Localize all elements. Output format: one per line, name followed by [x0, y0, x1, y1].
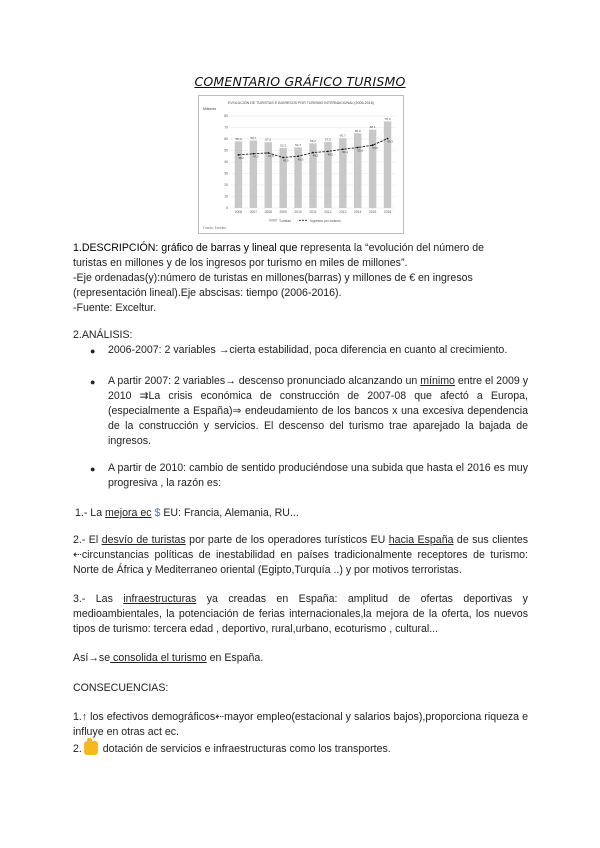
- analisis-bullet-3: A partir de 2010: cambio de sentido produciéndose una subida que hasta el 2016 es muy progresiva , la razón es:: [108, 462, 528, 489]
- bullet-icon: ●: [90, 464, 96, 474]
- chart-bar: [250, 140, 257, 208]
- descripcion-line: turistas en millones y de los ingresos por turismo en miles de millones”.: [73, 257, 408, 269]
- chart-y-tick: 60: [224, 137, 228, 142]
- chart-bar-label: 52,7: [295, 142, 302, 147]
- chart-line-label: 51,1: [342, 150, 349, 155]
- chart-figure: [198, 95, 404, 234]
- razon-1: 1.- La mejora ec $ EU: Francia, Alemania, RU...: [75, 507, 299, 519]
- bullet-icon: ●: [90, 377, 96, 387]
- chart-bar-label: 68,1: [369, 125, 376, 130]
- chart-bar-label: 57,2: [265, 137, 272, 142]
- chart-y-tick: 30: [224, 171, 228, 176]
- analisis-bullet-1: 2006-2007: 2 variables →cierta estabilidad, poca diferencia en cuanto al crecimiento.: [108, 344, 508, 356]
- chart-line-label: 52,6: [357, 148, 363, 153]
- chart-bars: [235, 121, 392, 208]
- chart-y-tick: 70: [224, 125, 228, 130]
- chart-line-label: 47,2: [253, 154, 259, 159]
- chart-line-label: 45,0: [297, 157, 304, 162]
- analisis-bullet-2: A partir 2007: 2 variables→ descenso pronunciado alcanzando un mínimo entre el 2009 y 2010 ⇉La crisis económica de construcción de 2007-08 que afectó a Europa, (especialmente a España)⇒ endeudamiento de los bancos x una excesiva dependencia de la construcción y servicios. El descenso del turismo trae aparejado la bajada de ingresos.: [108, 375, 528, 447]
- chart-y-label: Millones: [203, 107, 217, 111]
- page-title: COMENTARIO GRÁFICO TURISMO: [194, 74, 406, 89]
- chart-x-tick: 2010: [294, 210, 302, 214]
- chart-line-label: 48,2: [312, 153, 319, 158]
- razon-2: 2.- El desvío de turistas por parte de los operadores turísticos EU hacia España de sus clientes ⇠circunstancias políticas de inestabilidad en países tradicionalmente receptores de turismo: Norte de África y Mediterraneo oriental (Egipto,Turquía ..) y por motivos terroristas.: [73, 534, 529, 576]
- chart-y-tick: 10: [224, 194, 228, 199]
- mejora-ec-underlined: mejora ec: [105, 507, 152, 519]
- chart-line-label: 54,6: [372, 146, 378, 151]
- chart-bar: [384, 121, 391, 208]
- chart-x-tick: 2012: [324, 210, 332, 214]
- descripcion-eje-x: (representación lineal).Eje abscisas: tiempo (2006-2016).: [73, 287, 342, 299]
- chart-line-label: 60,3: [387, 139, 393, 144]
- chart-y-ticks: [224, 114, 228, 210]
- chart-x-tick: 2016: [383, 210, 392, 214]
- chart-bar: [354, 133, 361, 208]
- conclusion: Así→se consolida el turismo en España.: [73, 652, 264, 664]
- chart-x-tick: 2007: [249, 210, 258, 214]
- chart-bar: [235, 141, 242, 208]
- chart-x-tick: 2011: [309, 210, 317, 214]
- chart-x-tick: 2006: [234, 210, 243, 214]
- chart-bar-label: 56,2: [309, 138, 317, 143]
- descripcion-heading: 1.DESCRIPCIÓN: gráfico de barras y lineal que: [73, 242, 298, 254]
- minimo-underlined: mínimo: [420, 375, 455, 387]
- analisis-heading: 2.ANÁLISIS:: [73, 329, 133, 341]
- chart-line-label: 46,2: [238, 155, 244, 160]
- descripcion-text: representa la “evolución del número de: [297, 242, 485, 254]
- legend-bar-swatch: [269, 219, 277, 222]
- chart-heading: EVOLUCIÓN DE TURISTAS E INGRESOS POR TURISMO INTERNACIONAL (2006-2016): [228, 101, 374, 105]
- dollar-icon: $: [154, 507, 161, 519]
- chart-bar-label: 57,5: [324, 137, 331, 142]
- chart-line-label: 47,9: [268, 153, 274, 158]
- chart-svg: [199, 96, 403, 233]
- chart-bar-label: 75,3: [384, 116, 391, 121]
- chart-y-tick: 20: [224, 183, 228, 188]
- chart-x-tick: 2013: [339, 210, 347, 214]
- razon-3: 3.- Las infraestructuras ya creadas en España: amplitud de ofertas deportivas y medioambientales, la potenciación de ferias internacionales,la mejora de la oferta, los nuevos tipos de turismo: tercera edad , deportivo, rural,urbano, ecoturismo , cultural...: [73, 593, 528, 635]
- consecuencias-heading: CONSECUENCIAS:: [73, 682, 169, 694]
- chart-bar: [369, 130, 376, 208]
- chart-bar-label: 52,2: [280, 143, 287, 148]
- legend-line-label: Ingresos por turismo: [310, 219, 341, 223]
- descripcion-eje-y: -Eje ordenadas(y):número de turistas en millones(barras) y millones de € en ingresos: [73, 272, 473, 284]
- descripcion-fuente: -Fuente: Exceltur.: [73, 302, 157, 314]
- descripcion-block: [73, 241, 533, 316]
- chart-source: Fuente: Exceltur.: [203, 226, 227, 230]
- consecuencia-1: 1.↑ los efectivos demográficos⇠mayor empleo(estacional y salarios bajos),proporciona riqueza e influye en otras act ec.: [73, 711, 528, 738]
- chart-y-tick: 50: [224, 148, 228, 153]
- chart-bar-label: 60,7: [339, 133, 346, 138]
- chart-line-label: 49,2: [327, 152, 334, 157]
- chart-y-tick: 0: [226, 206, 228, 211]
- legend-bars-label: Turistas: [279, 219, 291, 223]
- chart-x-tick: 2014: [354, 210, 362, 214]
- chart-y-tick: 80: [224, 114, 228, 119]
- chart-x-ticks: [235, 210, 392, 214]
- consecuencia-2: 2. dotación de servicios e infraestructuras como los transportes.: [73, 743, 391, 755]
- chart-x-tick: 2009: [279, 210, 287, 214]
- chart-x-tick: 2008: [264, 210, 272, 214]
- chart-line-label: 43,9: [282, 158, 289, 163]
- thumbs-up-icon: [84, 741, 98, 755]
- chart-bar-label: 58,0: [235, 136, 242, 141]
- chart-bar-label: 65,0: [354, 128, 361, 133]
- chart-x-tick: 2015: [368, 210, 377, 214]
- chart-y-tick: 40: [224, 160, 228, 165]
- bullet-icon: ●: [90, 346, 96, 356]
- chart-bar-label: 58,7: [250, 135, 257, 140]
